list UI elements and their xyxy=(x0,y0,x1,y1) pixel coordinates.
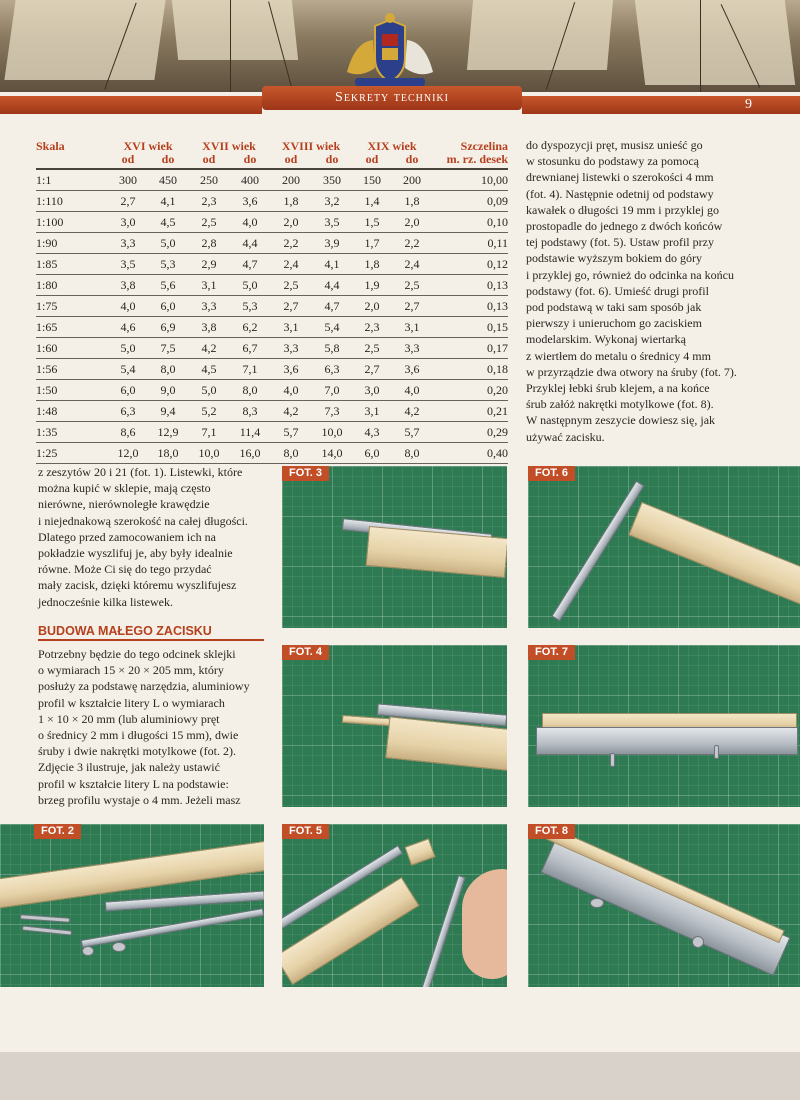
cell-value: 3,1 xyxy=(188,275,230,296)
cell-value: 300 xyxy=(108,169,148,191)
cell-value: 4,0 xyxy=(392,380,432,401)
cell-scale: 1:60 xyxy=(36,338,108,359)
cell-value: 2,5 xyxy=(392,275,432,296)
text-line: nierówne, nierównoległe krawędzie xyxy=(38,497,210,512)
cell-value: 5,8 xyxy=(312,338,352,359)
cell-value: 3,9 xyxy=(312,233,352,254)
cell-value: 2,2 xyxy=(270,233,312,254)
cell-gap: 0,09 xyxy=(432,191,508,212)
cell-value: 2,7 xyxy=(270,296,312,317)
cell-value: 4,3 xyxy=(352,422,392,443)
cell-value: 5,2 xyxy=(188,401,230,422)
cell-scale: 1:85 xyxy=(36,254,108,275)
cell-value: 6,0 xyxy=(352,443,392,464)
cell-value: 350 xyxy=(312,169,352,191)
text-line: Potrzebny będzie do tego odcinek sklejki xyxy=(38,647,236,661)
cell-value: 2,0 xyxy=(392,212,432,233)
cell-value: 18,0 xyxy=(148,443,188,464)
royal-crest-icon xyxy=(335,12,445,90)
cell-scale: 1:50 xyxy=(36,380,108,401)
cell-scale: 1:65 xyxy=(36,317,108,338)
cell-value: 3,1 xyxy=(392,317,432,338)
photo-label: FOT. 6 xyxy=(528,466,575,481)
cell-value: 4,2 xyxy=(270,401,312,422)
header-to: do xyxy=(148,153,188,169)
cell-value: 1,9 xyxy=(352,275,392,296)
text-line: Dlatego przed zamocowaniem ich na xyxy=(38,529,216,544)
text-line: pod podstawą w taki sam sposób jak xyxy=(526,300,702,315)
text-line: w przyrządzie dwa otwory na śruby (fot. 7). xyxy=(526,364,737,379)
text-line: równe. Może Ci się do tego przydać xyxy=(38,562,212,577)
cell-value: 5,6 xyxy=(148,275,188,296)
cell-scale: 1:90 xyxy=(36,233,108,254)
header-to: do xyxy=(312,153,352,169)
cell-value: 4,7 xyxy=(230,254,270,275)
cell-scale: 1:80 xyxy=(36,275,108,296)
cell-value: 5,0 xyxy=(188,380,230,401)
section-heading: BUDOWA MAŁEGO ZACISKU xyxy=(38,624,264,641)
cell-value: 3,3 xyxy=(392,338,432,359)
cell-value: 1,5 xyxy=(352,212,392,233)
cell-gap: 0,13 xyxy=(432,296,508,317)
header-16th-century: XVI wiek xyxy=(123,139,173,153)
text-line: profil w kształcie litery L o wymiarach xyxy=(38,695,225,710)
cell-value: 5,7 xyxy=(392,422,432,443)
cell-value: 2,4 xyxy=(392,254,432,275)
cell-value: 6,2 xyxy=(230,317,270,338)
cell-value: 3,6 xyxy=(230,191,270,212)
cell-value: 8,6 xyxy=(108,422,148,443)
cell-value: 3,5 xyxy=(108,254,148,275)
cell-value: 2,4 xyxy=(270,254,312,275)
cell-value: 7,1 xyxy=(188,422,230,443)
cell-value: 3,2 xyxy=(312,191,352,212)
text-line: W następnym zeszycie dowiesz się, jak xyxy=(526,413,716,428)
cell-value: 8,0 xyxy=(148,359,188,380)
cell-value: 5,0 xyxy=(108,338,148,359)
cell-value: 2,9 xyxy=(188,254,230,275)
photo-6 xyxy=(528,466,800,628)
cell-value: 5,4 xyxy=(312,317,352,338)
header-to: do xyxy=(392,153,432,169)
text-line: brzeg profilu wystaje o 4 mm. Jeżeli masz xyxy=(38,792,241,807)
header-19th-century: XIX wiek xyxy=(367,139,417,153)
page-bottom-strip xyxy=(0,1052,800,1100)
cell-value: 1,4 xyxy=(352,191,392,212)
table-row xyxy=(36,212,508,233)
text-line: drewnianej listewki o szerokości 4 mm xyxy=(526,170,714,185)
text-line: z zeszytów 20 i 21 (fot. 1). Listewki, które xyxy=(38,465,243,479)
text-line: i przyklej go, również do odcinka na końcu xyxy=(526,267,734,282)
table-row xyxy=(36,233,508,254)
cell-value: 3,6 xyxy=(392,359,432,380)
cell-value: 7,1 xyxy=(230,359,270,380)
cell-value: 11,4 xyxy=(230,422,270,443)
cell-value: 2,2 xyxy=(392,233,432,254)
cell-value: 400 xyxy=(230,169,270,191)
left-column-text-top xyxy=(38,464,268,610)
cell-value: 4,0 xyxy=(230,212,270,233)
cell-gap: 0,18 xyxy=(432,359,508,380)
cell-value: 7,0 xyxy=(312,380,352,401)
cell-value: 2,0 xyxy=(352,296,392,317)
header-from: od xyxy=(108,153,148,169)
cell-value: 4,4 xyxy=(312,275,352,296)
cell-value: 7,5 xyxy=(148,338,188,359)
cell-value: 2,8 xyxy=(188,233,230,254)
table-row xyxy=(36,191,508,212)
cell-value: 2,5 xyxy=(188,212,230,233)
cell-value: 1,7 xyxy=(352,233,392,254)
cell-value: 2,7 xyxy=(108,191,148,212)
cell-value: 200 xyxy=(270,169,312,191)
cell-gap: 0,10 xyxy=(432,212,508,233)
text-line: śruby i dwie nakrętki motylkowe (fot. 2). xyxy=(38,744,236,759)
cell-gap: 0,40 xyxy=(432,443,508,464)
cell-value: 6,3 xyxy=(312,359,352,380)
table-row xyxy=(36,443,508,464)
cell-scale: 1:56 xyxy=(36,359,108,380)
table-row xyxy=(36,169,508,191)
cell-gap: 10,00 xyxy=(432,169,508,191)
cell-gap: 0,11 xyxy=(432,233,508,254)
cell-value: 1,8 xyxy=(392,191,432,212)
cell-value: 2,7 xyxy=(352,359,392,380)
photo-label: FOT. 5 xyxy=(282,824,329,839)
header-from: od xyxy=(352,153,392,169)
header-gap: Szczelina xyxy=(460,139,508,153)
left-column-text-bottom xyxy=(38,646,268,808)
photo-label: FOT. 8 xyxy=(528,824,575,839)
cell-value: 3,1 xyxy=(270,317,312,338)
cell-value: 3,1 xyxy=(352,401,392,422)
cell-value: 5,0 xyxy=(230,275,270,296)
text-line: (fot. 4). Następnie odetnij od podstawy xyxy=(526,186,714,201)
cell-gap: 0,13 xyxy=(432,275,508,296)
text-line: z wiertłem do metalu o średnicy 4 mm xyxy=(526,348,711,363)
text-line: i niejednakową szerokość na całej długości. xyxy=(38,513,248,528)
cell-value: 150 xyxy=(352,169,392,191)
cell-value: 9,0 xyxy=(148,380,188,401)
cell-value: 3,8 xyxy=(188,317,230,338)
cell-value: 3,3 xyxy=(108,233,148,254)
photo-label: FOT. 3 xyxy=(282,466,329,481)
cell-value: 8,0 xyxy=(392,443,432,464)
right-column-text xyxy=(526,137,776,445)
table-row xyxy=(36,296,508,317)
photo-8 xyxy=(528,824,800,987)
cell-value: 4,6 xyxy=(108,317,148,338)
cell-scale: 1:100 xyxy=(36,212,108,233)
cell-scale: 1:48 xyxy=(36,401,108,422)
photo-7 xyxy=(528,645,800,807)
text-line: profil w kształcie litery L na podstawie: xyxy=(38,776,229,791)
cell-value: 9,4 xyxy=(148,401,188,422)
cell-value: 10,0 xyxy=(312,422,352,443)
cell-value: 4,5 xyxy=(148,212,188,233)
cell-value: 3,8 xyxy=(108,275,148,296)
cell-value: 1,8 xyxy=(352,254,392,275)
cell-value: 4,5 xyxy=(188,359,230,380)
cell-value: 3,3 xyxy=(188,296,230,317)
cell-scale: 1:110 xyxy=(36,191,108,212)
text-line: używać zacisku. xyxy=(526,429,605,444)
banner-left xyxy=(0,96,262,114)
header-to: do xyxy=(230,153,270,169)
cell-value: 2,5 xyxy=(270,275,312,296)
text-line: do dyspozycji pręt, musisz unieść go xyxy=(526,138,703,152)
cell-value: 10,0 xyxy=(188,443,230,464)
cell-value: 3,0 xyxy=(108,212,148,233)
header-from: od xyxy=(188,153,230,169)
text-line: podstawie wyższym bokiem do góry xyxy=(526,251,702,266)
cell-value: 5,3 xyxy=(230,296,270,317)
text-line: 1 × 10 × 20 mm (lub aluminiowy pręt xyxy=(38,711,220,726)
cell-value: 200 xyxy=(392,169,432,191)
cell-value: 6,0 xyxy=(148,296,188,317)
cell-gap: 0,12 xyxy=(432,254,508,275)
text-line: pierwszy i unieruchom go zaciskiem xyxy=(526,316,702,331)
table-row xyxy=(36,254,508,275)
cell-value: 6,7 xyxy=(230,338,270,359)
cell-value: 8,3 xyxy=(230,401,270,422)
cell-gap: 0,21 xyxy=(432,401,508,422)
cell-scale: 1:1 xyxy=(36,169,108,191)
table-row xyxy=(36,401,508,422)
cell-gap: 0,29 xyxy=(432,422,508,443)
cell-gap: 0,15 xyxy=(432,317,508,338)
cell-value: 4,1 xyxy=(148,191,188,212)
cell-value: 4,0 xyxy=(108,296,148,317)
cell-value: 6,3 xyxy=(108,401,148,422)
cell-value: 12,9 xyxy=(148,422,188,443)
section-title: Sekrety techniki xyxy=(262,86,522,110)
text-line: Zdjęcie 3 ilustruje, jak należy ustawić xyxy=(38,760,220,775)
text-line: Przyklej łebki śrub klejem, a na końce xyxy=(526,381,710,396)
cell-value: 8,0 xyxy=(230,380,270,401)
header-gap-sub: m. rz. desek xyxy=(432,153,508,169)
cell-value: 4,7 xyxy=(312,296,352,317)
cell-value: 3,3 xyxy=(270,338,312,359)
page-number: 9 xyxy=(745,97,752,112)
header-scale: Skala xyxy=(36,139,65,153)
text-line: modelarskim. Wykonaj wiertarką xyxy=(526,332,687,347)
cell-value: 4,2 xyxy=(392,401,432,422)
banner-right xyxy=(522,96,800,114)
table-row xyxy=(36,422,508,443)
cell-value: 8,0 xyxy=(270,443,312,464)
photo-label: FOT. 2 xyxy=(34,824,81,839)
cell-value: 3,6 xyxy=(270,359,312,380)
cell-value: 16,0 xyxy=(230,443,270,464)
cell-value: 4,1 xyxy=(312,254,352,275)
cell-value: 6,9 xyxy=(148,317,188,338)
text-line: śrub załóż nakrętki motylkowe (fot. 8). xyxy=(526,397,714,412)
cell-gap: 0,20 xyxy=(432,380,508,401)
cell-value: 2,3 xyxy=(352,317,392,338)
cell-gap: 0,17 xyxy=(432,338,508,359)
table-row xyxy=(36,338,508,359)
text-line: o wymiarach 15 × 20 × 205 mm, który xyxy=(38,663,224,678)
cell-value: 12,0 xyxy=(108,443,148,464)
cell-value: 450 xyxy=(148,169,188,191)
photo-2 xyxy=(0,824,264,987)
photo-label: FOT. 7 xyxy=(528,645,575,660)
cell-value: 3,0 xyxy=(352,380,392,401)
text-line: mały zacisk, dzięki któremu wyszlifujesz xyxy=(38,578,237,593)
text-line: pokładzie wyszlifuj je, aby były idealnie xyxy=(38,546,233,561)
text-line: w stosunku do podstawy za pomocą xyxy=(526,154,699,169)
cell-value: 5,7 xyxy=(270,422,312,443)
cell-value: 5,0 xyxy=(148,233,188,254)
cell-value: 2,7 xyxy=(392,296,432,317)
text-line: o średnicy 2 mm i długości 15 mm), dwie xyxy=(38,728,239,743)
table-row xyxy=(36,380,508,401)
cell-value: 5,3 xyxy=(148,254,188,275)
cell-value: 2,5 xyxy=(352,338,392,359)
cell-scale: 1:25 xyxy=(36,443,108,464)
text-line: prostopadle do jednego z dwóch końców xyxy=(526,219,723,234)
cell-value: 1,8 xyxy=(270,191,312,212)
header-from: od xyxy=(270,153,312,169)
cell-scale: 1:35 xyxy=(36,422,108,443)
cell-scale: 1:75 xyxy=(36,296,108,317)
cell-value: 7,3 xyxy=(312,401,352,422)
cell-value: 6,0 xyxy=(108,380,148,401)
photo-3 xyxy=(282,466,507,628)
cell-value: 2,0 xyxy=(270,212,312,233)
photo-4 xyxy=(282,645,507,807)
cell-value: 4,0 xyxy=(270,380,312,401)
text-line: tej podstawy (fot. 5). Ustaw profil przy xyxy=(526,235,714,250)
text-line: podstawy (fot. 6). Umieść drugi profil xyxy=(526,283,709,298)
text-line: można kupić w sklepie, mają często xyxy=(38,481,211,496)
table-row xyxy=(36,275,508,296)
text-line: jednocześnie kilka listewek. xyxy=(38,594,173,609)
header-18th-century: XVIII wiek xyxy=(281,139,341,153)
text-line: kawałek o długości 19 mm i przyklej go xyxy=(526,202,719,217)
table-row xyxy=(36,317,508,338)
text-line: posłuży za podstawę narzędzia, aluminiowy xyxy=(38,679,250,694)
scale-table xyxy=(36,140,508,464)
photo-label: FOT. 4 xyxy=(282,645,329,660)
header-17th-century: XVII wiek xyxy=(202,139,256,153)
header-image xyxy=(0,0,800,92)
cell-value: 14,0 xyxy=(312,443,352,464)
cell-value: 3,5 xyxy=(312,212,352,233)
photo-5 xyxy=(282,824,507,987)
cell-value: 4,2 xyxy=(188,338,230,359)
cell-value: 250 xyxy=(188,169,230,191)
table-row xyxy=(36,359,508,380)
cell-value: 5,4 xyxy=(108,359,148,380)
cell-value: 4,4 xyxy=(230,233,270,254)
cell-value: 2,3 xyxy=(188,191,230,212)
